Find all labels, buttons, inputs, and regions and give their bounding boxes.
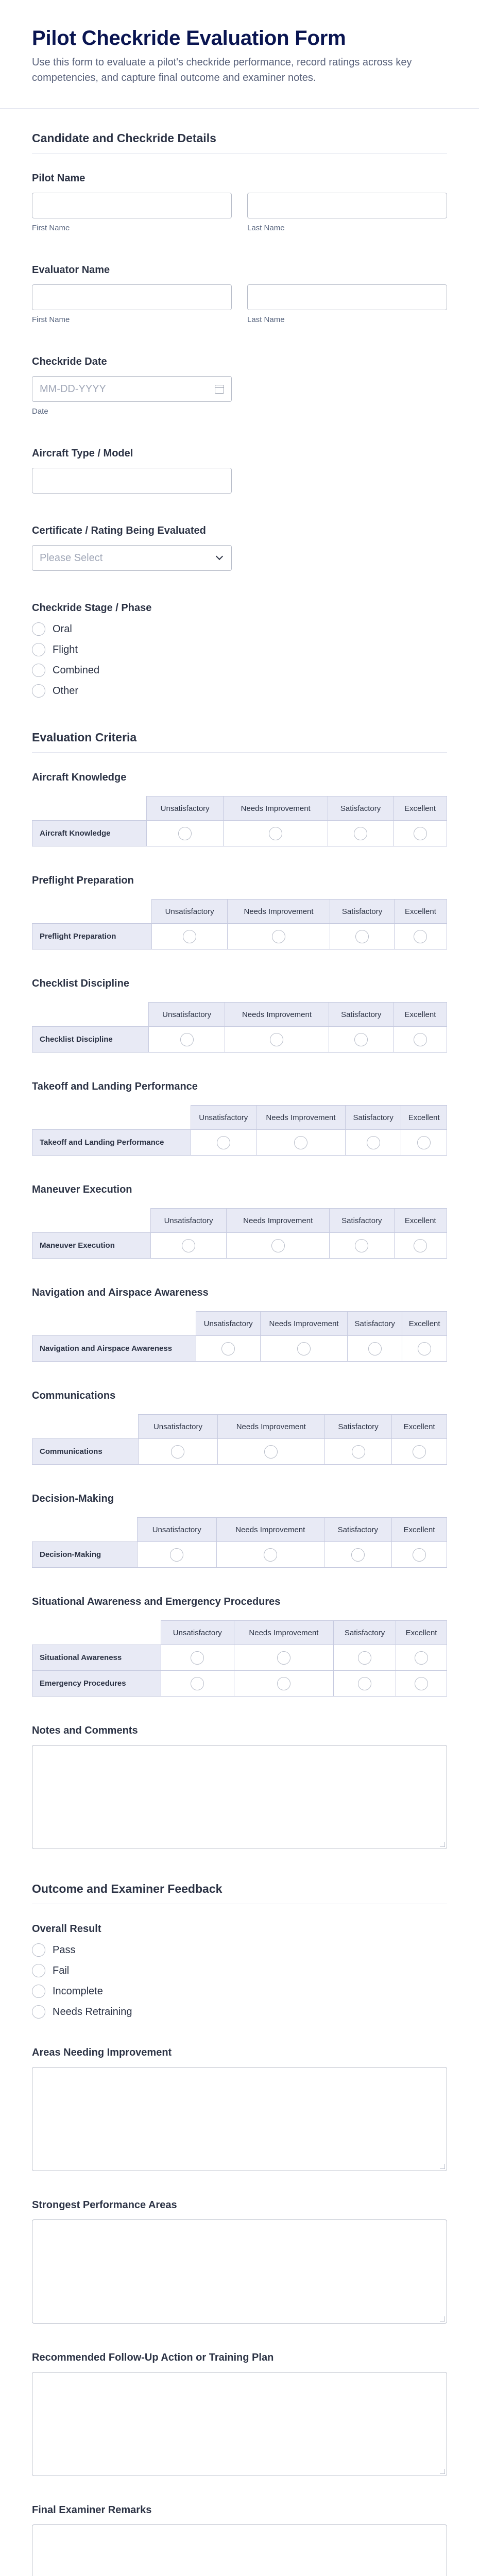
radio-button[interactable] — [264, 1548, 277, 1562]
radio-button[interactable] — [264, 1445, 278, 1459]
radio-button[interactable] — [418, 1342, 431, 1355]
matrix-column-header: Satisfactory — [324, 1415, 392, 1439]
matrix-cell[interactable] — [150, 1233, 226, 1259]
radio-button[interactable] — [277, 1651, 290, 1665]
matrix-cell[interactable] — [394, 1027, 447, 1053]
radio-button[interactable] — [415, 1677, 428, 1690]
matrix-corner — [32, 900, 152, 924]
radio-button[interactable] — [170, 1548, 183, 1562]
matrix-4 — [32, 1182, 447, 1259]
radio-button[interactable] — [217, 1136, 230, 1149]
matrix-column-header: Excellent — [394, 900, 447, 924]
matrix-header-row — [32, 1106, 447, 1130]
matrix-cell[interactable] — [216, 1542, 324, 1568]
rating-matrix — [32, 1620, 447, 1697]
form-body — [0, 109, 479, 2576]
stage-field — [32, 601, 447, 698]
overall-result-label: Overall Result — [32, 1923, 101, 1935]
matrix-row-label: Maneuver Execution — [32, 1233, 151, 1259]
matrix-title: Takeoff and Landing Performance — [32, 1081, 198, 1092]
matrix-cell[interactable] — [329, 1027, 394, 1053]
checkride-date-field — [32, 354, 447, 416]
matrix-row — [32, 1027, 447, 1053]
radio-button[interactable] — [191, 1651, 204, 1665]
rating-matrix — [32, 1105, 447, 1156]
matrix-cell[interactable] — [234, 1671, 333, 1697]
checkride-date-input[interactable] — [32, 376, 232, 402]
section-criteria-header — [32, 708, 447, 753]
matrix-row-label: Emergency Procedures — [32, 1671, 161, 1697]
matrix-column-header: Excellent — [394, 796, 447, 821]
evaluator-last-name-input[interactable] — [247, 284, 447, 310]
matrix-column-header: Satisfactory — [348, 1312, 402, 1336]
matrix-column-header: Satisfactory — [330, 900, 395, 924]
matrix-column-header: Excellent — [396, 1621, 447, 1645]
matrix-cell[interactable] — [345, 1130, 401, 1156]
matrix-8 — [32, 1595, 447, 1697]
aircraft-type-input[interactable] — [32, 468, 232, 494]
chevron-down-icon — [216, 553, 223, 560]
matrix-column-header: Excellent — [402, 1312, 447, 1336]
matrix-column-header: Unsatisfactory — [196, 1312, 261, 1336]
matrix-column-header: Needs Improvement — [256, 1106, 345, 1130]
radio-button[interactable] — [367, 1136, 380, 1149]
follow-up-label: Recommended Follow-Up Action or Training Plan — [32, 2352, 274, 2363]
matrix-cell[interactable] — [196, 1336, 261, 1362]
rating-matrix — [32, 1517, 447, 1568]
matrix-column-header: Needs Improvement — [260, 1312, 347, 1336]
radio-button[interactable] — [415, 1651, 428, 1665]
rating-matrix — [32, 1208, 447, 1259]
radio-button[interactable] — [294, 1136, 307, 1149]
pilot-name-label: Pilot Name — [32, 173, 85, 184]
certificate-field — [32, 523, 447, 571]
matrix-corner — [32, 1003, 149, 1027]
radio-button[interactable] — [413, 1445, 426, 1459]
matrix-header-row — [32, 796, 447, 821]
certificate-label: Certificate / Rating Being Evaluated — [32, 525, 206, 536]
matrix-column-header: Needs Improvement — [234, 1621, 333, 1645]
matrix-row — [32, 1233, 447, 1259]
matrix-cell[interactable] — [330, 1233, 394, 1259]
form-title: Pilot Checkride Evaluation Form — [32, 27, 346, 49]
notes-label: Notes and Comments — [32, 1725, 138, 1736]
matrix-0 — [32, 770, 447, 846]
stage-radio-group — [32, 622, 447, 698]
matrix-cell[interactable] — [234, 1645, 333, 1671]
stage-option-combined[interactable] — [32, 664, 447, 677]
section-details-title: Candidate and Checkride Details — [32, 131, 216, 145]
final-remarks-field — [32, 2503, 447, 2576]
matrix-cell[interactable] — [328, 821, 394, 846]
matrix-corner — [32, 1312, 196, 1336]
radio-button[interactable] — [32, 1964, 45, 1977]
checkride-date-label: Checkride Date — [32, 356, 107, 367]
section-criteria-title: Evaluation Criteria — [32, 731, 137, 744]
matrix-column-header: Unsatisfactory — [149, 1003, 225, 1027]
matrix-title: Decision-Making — [32, 1493, 114, 1504]
matrix-column-header: Satisfactory — [345, 1106, 401, 1130]
certificate-select-placeholder: Please Select — [40, 552, 103, 564]
matrix-cell[interactable] — [392, 1439, 447, 1465]
overall-result-field — [32, 1922, 447, 2019]
matrix-column-header: Unsatisfactory — [139, 1415, 217, 1439]
matrix-header-row — [32, 1003, 447, 1027]
evaluator-first-name-sublabel: First Name — [32, 315, 70, 324]
matrix-column-header: Excellent — [394, 1003, 447, 1027]
matrix-cell[interactable] — [225, 1027, 329, 1053]
radio-button[interactable] — [358, 1677, 371, 1690]
radio-button[interactable] — [414, 1033, 427, 1046]
strongest-areas-label: Strongest Performance Areas — [32, 2199, 177, 2211]
radio-button[interactable] — [352, 1445, 365, 1459]
matrix-column-header: Unsatisfactory — [150, 1209, 226, 1233]
result-option-needs-retraining[interactable] — [32, 2005, 447, 2019]
matrix-column-header: Satisfactory — [330, 1209, 394, 1233]
matrix-cell[interactable] — [324, 1542, 391, 1568]
radio-label: Other — [53, 685, 79, 697]
rating-matrix — [32, 1311, 447, 1362]
pilot-name-field — [32, 171, 447, 233]
calendar-icon[interactable] — [215, 385, 224, 394]
matrix-column-header: Needs Improvement — [216, 1518, 324, 1542]
evaluator-first-name-input[interactable] — [32, 284, 232, 310]
final-remarks-label: Final Examiner Remarks — [32, 2504, 152, 2516]
matrix-cell[interactable] — [256, 1130, 345, 1156]
matrix-column-header: Unsatisfactory — [152, 900, 228, 924]
radio-button[interactable] — [368, 1342, 382, 1355]
form-header — [0, 0, 479, 109]
matrix-column-header: Needs Improvement — [217, 1415, 324, 1439]
pilot-last-name-sublabel: Last Name — [247, 224, 285, 232]
evaluation-matrices — [32, 770, 447, 1697]
matrix-cell[interactable] — [137, 1542, 216, 1568]
matrix-column-header: Excellent — [392, 1415, 447, 1439]
matrix-column-header: Unsatisfactory — [146, 796, 223, 821]
matrix-row — [32, 1130, 447, 1156]
matrix-corner — [32, 1518, 138, 1542]
matrix-row — [32, 1645, 447, 1671]
matrix-cell[interactable] — [396, 1645, 447, 1671]
radio-label: Oral — [53, 623, 72, 635]
matrix-column-header: Excellent — [401, 1106, 447, 1130]
section-outcome-header — [32, 1859, 447, 1904]
radio-button[interactable] — [355, 1239, 368, 1252]
matrix-title: Communications — [32, 1390, 116, 1401]
matrix-row — [32, 1671, 447, 1697]
matrix-2 — [32, 976, 447, 1053]
radio-button[interactable] — [178, 827, 192, 840]
matrix-column-header: Excellent — [391, 1518, 447, 1542]
aircraft-type-field — [32, 446, 447, 494]
stage-label: Checkride Stage / Phase — [32, 602, 152, 614]
radio-label: Flight — [53, 644, 78, 655]
matrix-column-header: Needs Improvement — [225, 1003, 329, 1027]
aircraft-type-label: Aircraft Type / Model — [32, 448, 133, 459]
matrix-cell[interactable] — [260, 1336, 347, 1362]
matrix-column-header: Needs Improvement — [224, 796, 328, 821]
matrix-cell[interactable] — [333, 1671, 396, 1697]
radio-label: Pass — [53, 1944, 76, 1956]
overall-result-radio-group — [32, 1943, 447, 2019]
matrix-cell[interactable] — [217, 1439, 324, 1465]
matrix-title: Aircraft Knowledge — [32, 772, 127, 783]
notes-textarea[interactable] — [32, 1745, 447, 1849]
matrix-header-row — [32, 1621, 447, 1645]
matrix-title: Navigation and Airspace Awareness — [32, 1287, 209, 1298]
matrix-column-header: Satisfactory — [324, 1518, 391, 1542]
matrix-title: Situational Awareness and Emergency Procedures — [32, 1596, 281, 1607]
matrix-cell[interactable] — [396, 1671, 447, 1697]
matrix-cell[interactable] — [394, 1233, 447, 1259]
radio-button[interactable] — [414, 827, 427, 840]
checkride-date-placeholder: MM-DD-YYYY — [40, 383, 106, 395]
matrix-cell[interactable] — [324, 1439, 392, 1465]
matrix-row-label: Preflight Preparation — [32, 924, 152, 950]
strongest-areas-field — [32, 2198, 447, 2324]
matrix-row — [32, 821, 447, 846]
matrix-5 — [32, 1285, 447, 1362]
radio-button[interactable] — [271, 1239, 285, 1252]
stage-option-other[interactable] — [32, 684, 447, 698]
matrix-7 — [32, 1492, 447, 1568]
matrix-corner — [32, 796, 147, 821]
certificate-select[interactable] — [32, 545, 232, 571]
areas-improvement-textarea[interactable] — [32, 2067, 447, 2171]
matrix-column-header: Excellent — [394, 1209, 447, 1233]
matrix-cell[interactable] — [161, 1671, 234, 1697]
radio-button[interactable] — [32, 684, 45, 698]
matrix-cell[interactable] — [224, 821, 328, 846]
matrix-row — [32, 1542, 447, 1568]
radio-button[interactable] — [358, 1651, 371, 1665]
radio-button[interactable] — [414, 930, 427, 943]
matrix-6 — [32, 1388, 447, 1465]
areas-improvement-label: Areas Needing Improvement — [32, 2047, 172, 2058]
matrix-column-header: Unsatisfactory — [137, 1518, 216, 1542]
checkride-date-sublabel: Date — [32, 407, 48, 416]
areas-improvement-field — [32, 2045, 447, 2171]
matrix-cell[interactable] — [401, 1130, 447, 1156]
radio-button[interactable] — [32, 622, 45, 636]
matrix-row-label: Situational Awareness — [32, 1645, 161, 1671]
radio-button[interactable] — [417, 1136, 431, 1149]
rating-matrix — [32, 899, 447, 950]
form-description: Use this form to evaluate a pilot's checkride performance, record ratings across key competencies, and capture final outcome and examiner notes. — [32, 57, 412, 83]
matrix-cell[interactable] — [227, 1233, 330, 1259]
radio-button[interactable] — [277, 1677, 290, 1690]
matrix-column-header: Satisfactory — [329, 1003, 394, 1027]
pilot-first-name-input[interactable] — [32, 193, 232, 218]
matrix-column-header: Needs Improvement — [227, 900, 330, 924]
stage-option-flight[interactable] — [32, 643, 447, 656]
matrix-cell[interactable] — [161, 1645, 234, 1671]
notes-field — [32, 1723, 447, 1849]
radio-button[interactable] — [351, 1548, 365, 1562]
radio-button[interactable] — [32, 643, 45, 656]
radio-button[interactable] — [32, 1943, 45, 1957]
matrix-title: Checklist Discipline — [32, 978, 129, 989]
matrix-cell[interactable] — [146, 821, 223, 846]
matrix-row-label: Checklist Discipline — [32, 1027, 149, 1053]
matrix-row — [32, 1336, 447, 1362]
radio-button[interactable] — [355, 930, 369, 943]
radio-button[interactable] — [180, 1033, 194, 1046]
radio-button[interactable] — [221, 1342, 235, 1355]
matrix-cell[interactable] — [191, 1130, 256, 1156]
radio-button[interactable] — [32, 1985, 45, 1998]
pilot-first-name-sublabel: First Name — [32, 224, 70, 232]
matrix-row-label: Communications — [32, 1439, 139, 1465]
matrix-header-row — [32, 1209, 447, 1233]
final-remarks-textarea[interactable] — [32, 2524, 447, 2576]
radio-button[interactable] — [269, 827, 282, 840]
radio-label: Needs Retraining — [53, 2006, 132, 2018]
matrix-row — [32, 924, 447, 950]
matrix-cell[interactable] — [227, 924, 330, 950]
matrix-column-header: Unsatisfactory — [161, 1621, 234, 1645]
strongest-areas-textarea[interactable] — [32, 2219, 447, 2324]
matrix-cell[interactable] — [139, 1439, 217, 1465]
follow-up-field — [32, 2350, 447, 2476]
radio-button[interactable] — [297, 1342, 311, 1355]
matrix-cell[interactable] — [394, 821, 447, 846]
result-option-fail[interactable] — [32, 1964, 447, 1977]
matrix-cell[interactable] — [152, 924, 228, 950]
radio-button[interactable] — [270, 1033, 283, 1046]
radio-button[interactable] — [171, 1445, 184, 1459]
matrix-cell[interactable] — [330, 924, 395, 950]
matrix-header-row — [32, 1312, 447, 1336]
matrix-cell[interactable] — [402, 1336, 447, 1362]
rating-matrix — [32, 796, 447, 846]
matrix-column-header: Needs Improvement — [227, 1209, 330, 1233]
result-option-incomplete[interactable] — [32, 1985, 447, 1998]
follow-up-textarea[interactable] — [32, 2372, 447, 2476]
matrix-corner — [32, 1621, 161, 1645]
matrix-corner — [32, 1415, 139, 1439]
matrix-header-row — [32, 1518, 447, 1542]
matrix-row-label: Aircraft Knowledge — [32, 821, 147, 846]
matrix-cell[interactable] — [149, 1027, 225, 1053]
radio-button[interactable] — [354, 827, 367, 840]
matrix-row-label: Navigation and Airspace Awareness — [32, 1336, 196, 1362]
matrix-header-row — [32, 1415, 447, 1439]
stage-option-oral[interactable] — [32, 622, 447, 636]
matrix-row-label: Takeoff and Landing Performance — [32, 1130, 191, 1156]
matrix-row — [32, 1439, 447, 1465]
evaluator-name-field — [32, 263, 447, 325]
matrix-cell[interactable] — [333, 1645, 396, 1671]
matrix-cell[interactable] — [348, 1336, 402, 1362]
pilot-last-name-input[interactable] — [247, 193, 447, 218]
radio-label: Combined — [53, 665, 100, 676]
radio-button[interactable] — [272, 930, 285, 943]
radio-button[interactable] — [413, 1548, 426, 1562]
matrix-column-header: Unsatisfactory — [191, 1106, 256, 1130]
radio-button[interactable] — [414, 1239, 427, 1252]
radio-button[interactable] — [32, 2005, 45, 2019]
section-outcome-title: Outcome and Examiner Feedback — [32, 1882, 223, 1895]
matrix-column-header: Satisfactory — [333, 1621, 396, 1645]
radio-button[interactable] — [182, 1239, 195, 1252]
radio-button[interactable] — [191, 1677, 204, 1690]
matrix-corner — [32, 1209, 151, 1233]
result-option-pass[interactable] — [32, 1943, 447, 1957]
radio-button[interactable] — [354, 1033, 368, 1046]
radio-button[interactable] — [32, 664, 45, 677]
matrix-1 — [32, 873, 447, 950]
radio-label: Fail — [53, 1965, 70, 1976]
evaluator-last-name-sublabel: Last Name — [247, 315, 285, 324]
radio-button[interactable] — [183, 930, 196, 943]
radio-label: Incomplete — [53, 1986, 103, 1997]
matrix-3 — [32, 1079, 447, 1156]
matrix-title: Maneuver Execution — [32, 1184, 132, 1195]
matrix-header-row — [32, 900, 447, 924]
matrix-cell[interactable] — [391, 1542, 447, 1568]
section-details-header — [32, 109, 447, 154]
matrix-corner — [32, 1106, 191, 1130]
rating-matrix — [32, 1002, 447, 1053]
matrix-column-header: Satisfactory — [328, 796, 394, 821]
matrix-row-label: Decision-Making — [32, 1542, 138, 1568]
evaluator-name-label: Evaluator Name — [32, 264, 110, 276]
matrix-cell[interactable] — [394, 924, 447, 950]
matrix-title: Preflight Preparation — [32, 875, 134, 886]
rating-matrix — [32, 1414, 447, 1465]
